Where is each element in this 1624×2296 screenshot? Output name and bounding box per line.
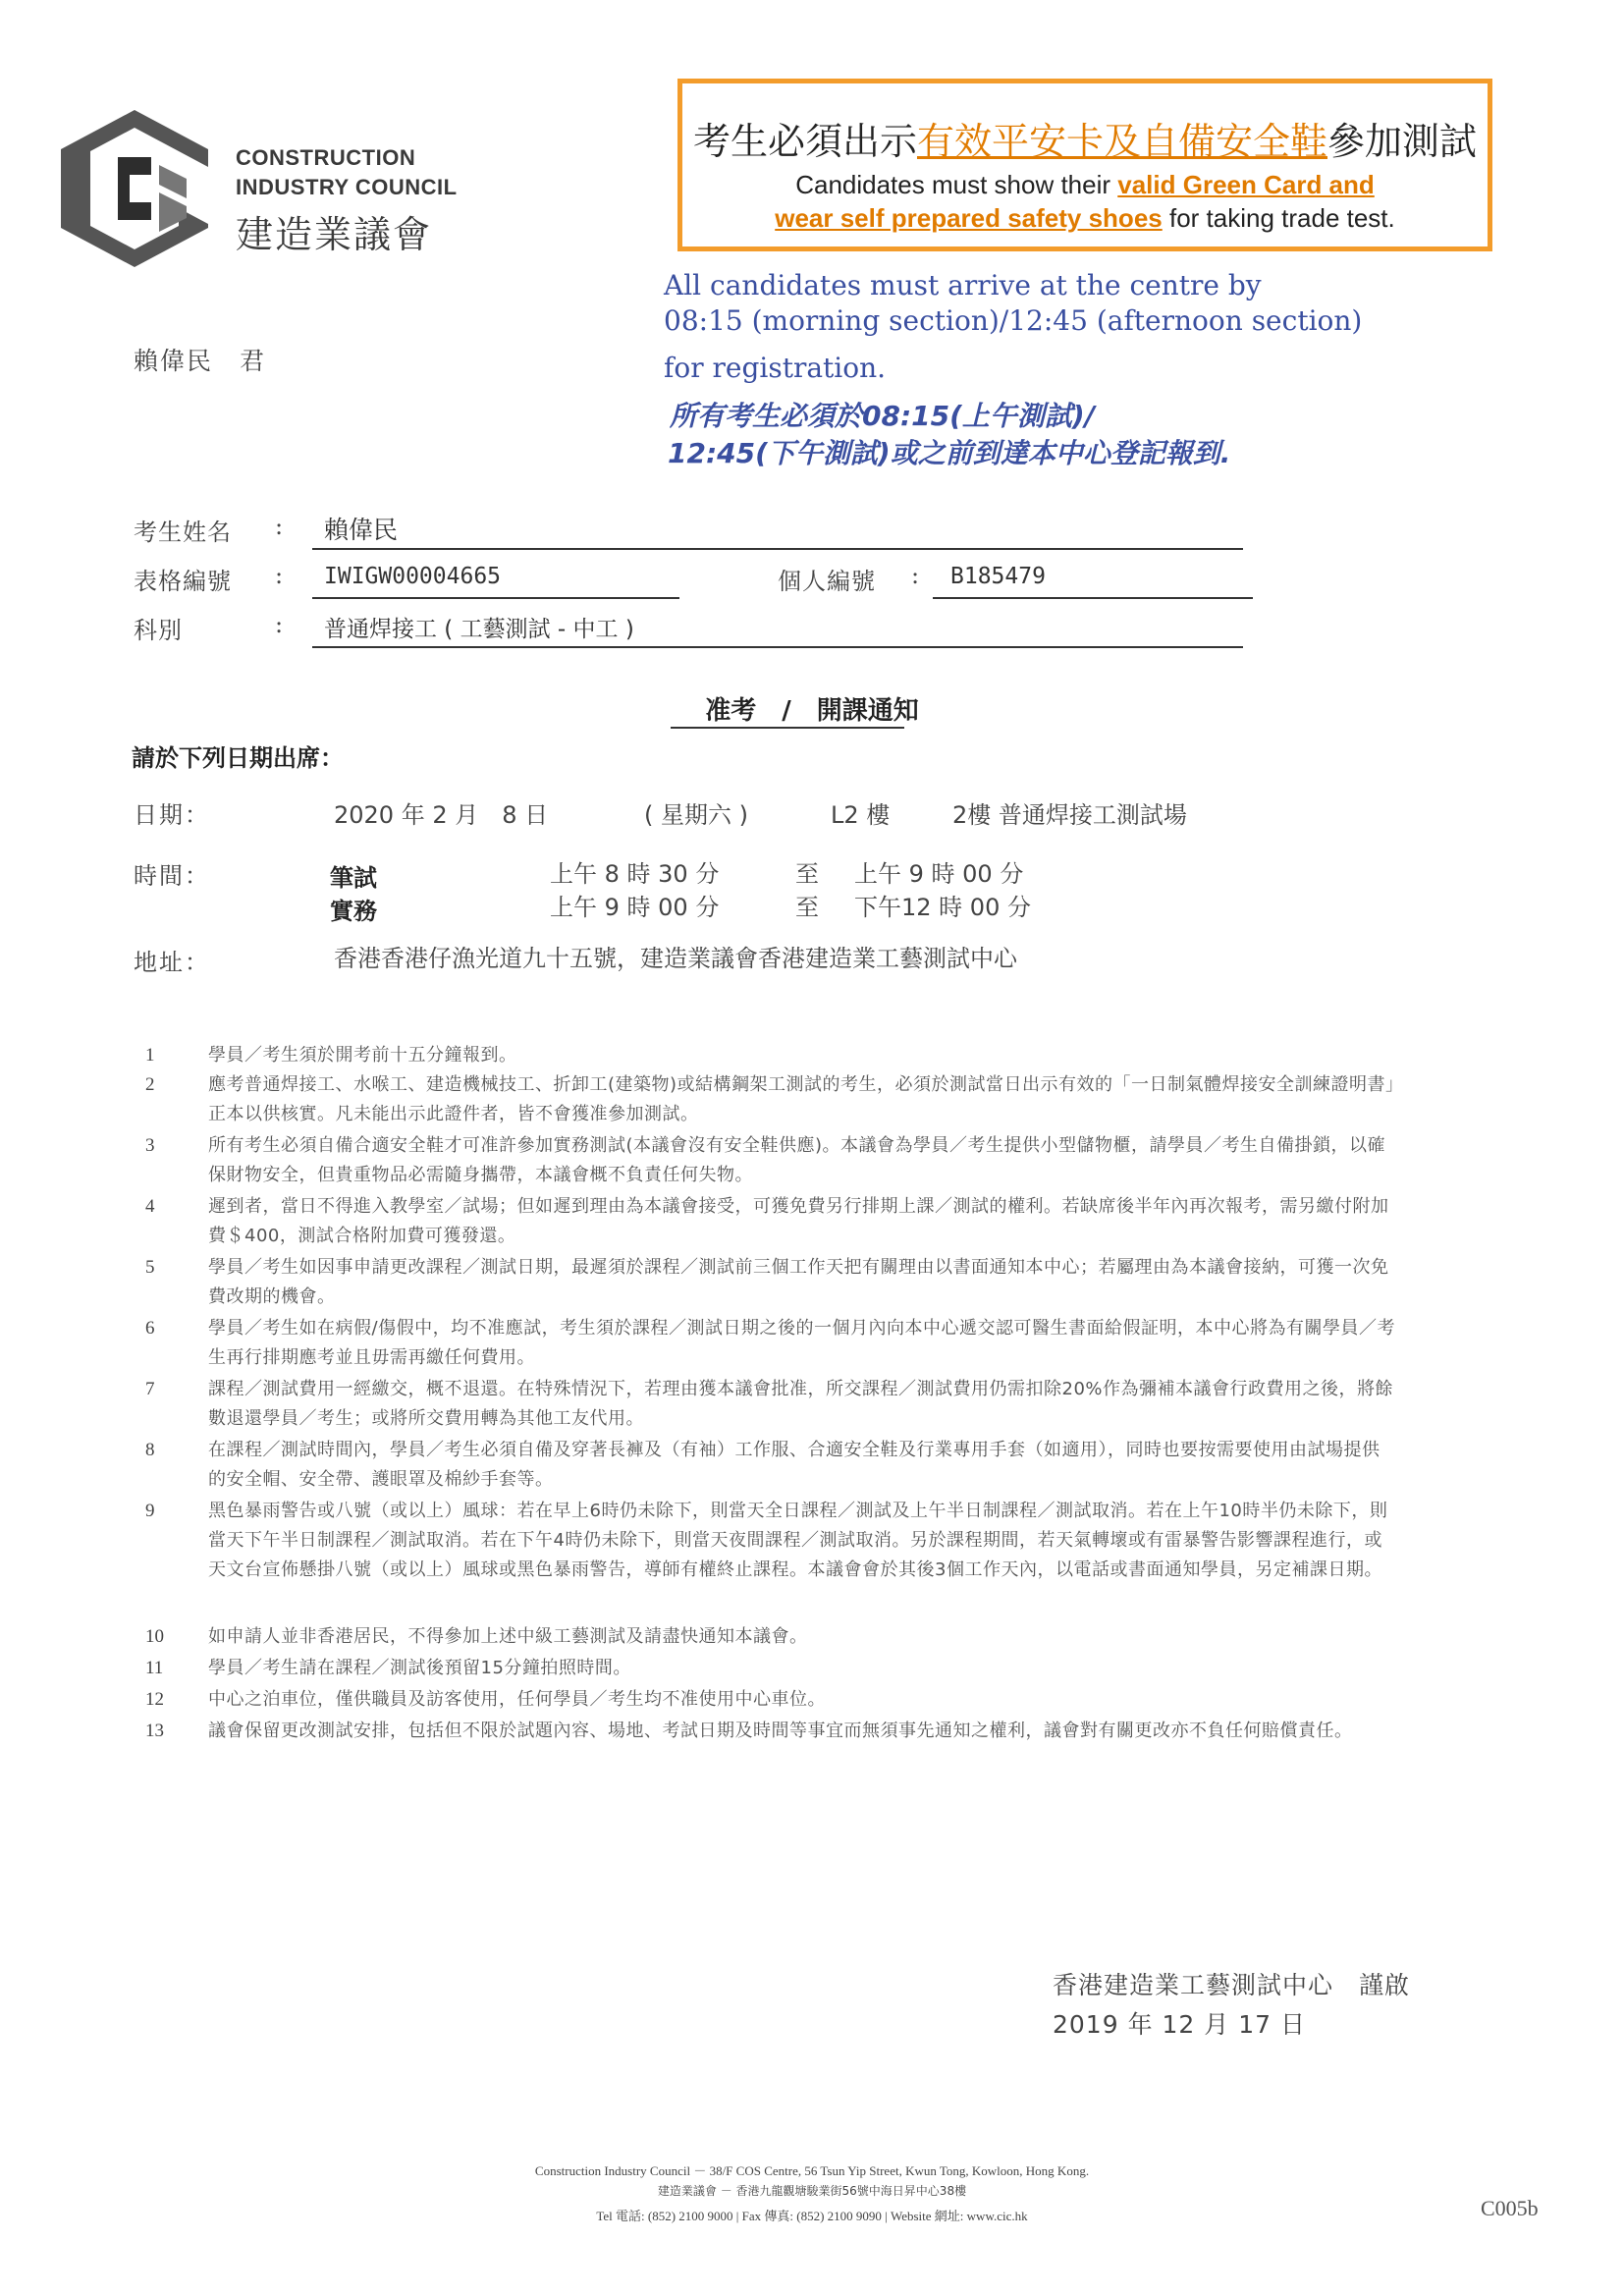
name-underline bbox=[312, 548, 1243, 550]
subject-value: 普通焊接工 ( 工藝測試 - 中工 ) bbox=[324, 617, 634, 642]
colon: : bbox=[275, 611, 284, 638]
personal-number-value: B185479 bbox=[950, 564, 1046, 589]
note-number: 5 bbox=[145, 1257, 155, 1278]
candidate-name-value: 賴偉民 bbox=[324, 516, 399, 544]
signature-date: 2019 年 12 月 17 日 bbox=[1053, 2010, 1306, 2039]
note-text: 中心之泊車位，僅供職員及訪客使用，任何學員／考生均不准使用中心車位。 bbox=[208, 1689, 826, 1710]
personal-underline bbox=[933, 597, 1253, 599]
note-text: 議會保留更改測試安排，包括但不限於試題內容、場地、考試日期及時間等事宜而無須事先通知之權利，議會對有關更改亦不負任何賠償責任。 bbox=[208, 1721, 1353, 1741]
written-to: 上午 9 時 00 分 bbox=[854, 860, 1024, 888]
footer-address-zh: 建造業議會 － 香港九龍觀塘駿業街56號中海日昇中心38樓 bbox=[657, 2184, 967, 2198]
arrival-line3: for registration. bbox=[664, 352, 887, 384]
form-number-value: IWIGW00004665 bbox=[324, 564, 502, 589]
notice-zh-highlight: 有效平安卡及自備安全鞋 bbox=[916, 120, 1327, 163]
title-underline bbox=[671, 727, 904, 729]
note-text: 如申請人並非香港居民，不得參加上述中級工藝測試及請盡快通知本議會。 bbox=[208, 1626, 808, 1647]
recipient-name: 賴偉民 君 bbox=[134, 347, 267, 375]
notice-en-line2 bbox=[682, 203, 1488, 234]
note-text: 課程／測試費用一經繳交，概不退還。在特殊情況下，若理由獲本議會批准，所交課程／測試費用仍需扣除20%作為彌補本議會行政費用之後，將餘數退還學員／考生；或將所交費用轉為其他工友代用。 bbox=[208, 1379, 1394, 1429]
address-label: 地址： bbox=[134, 949, 210, 976]
practical-from: 上午 9 時 00 分 bbox=[550, 894, 720, 921]
note-text: 遲到者，當日不得進入教學室／試場；但如遲到理由為本議會接受，可獲免費另行排期上課／測試的權利。若缺席後半年內再次報考，需另繳付附加費＄400，測試合格附加費可獲發還。 bbox=[208, 1196, 1389, 1246]
colon: : bbox=[911, 562, 920, 589]
note-number: 1 bbox=[145, 1045, 155, 1066]
note-text: 應考普通焊接工、水喉工、建造機械技工、折卸工(建築物)或結構鋼架工測試的考生，必須於測試當日出示有效的「一日制氣體焊接安全訓練證明書」正本以供核實。凡未能出示此證件者，皆不會獲准參加測試。 bbox=[208, 1074, 1395, 1124]
logo-name-zh: 建造業議會 bbox=[236, 213, 433, 256]
attend-heading: 請於下列日期出席： bbox=[132, 744, 344, 772]
logo-name-en-line1: CONSTRUCTION bbox=[236, 145, 416, 170]
note-number: 13 bbox=[145, 1721, 164, 1741]
footer-address-en: Construction Industry Council － 38/F COS Centre, 56 Tsun Yip Street, Kwun Tong, Kowloon, Hong Kong. bbox=[534, 2163, 1090, 2178]
signature-line1: 香港建造業工藝測試中心 謹啟 bbox=[1053, 1971, 1411, 1999]
note-number: 10 bbox=[145, 1626, 164, 1647]
notice-en2-post: for taking trade test. bbox=[1162, 203, 1395, 233]
note-number: 8 bbox=[145, 1440, 155, 1460]
notice-en1-pre: Candidates must show their bbox=[795, 170, 1118, 199]
weekday: ( 星期六 ) bbox=[644, 801, 748, 829]
subject-label: 科別 bbox=[134, 617, 183, 644]
green-card-notice-box bbox=[677, 79, 1492, 251]
note-text: 黑色暴雨警告或八號（或以上）風球：若在早上6時仍未除下，則當天全日課程／測試及上午半日制課程／測試取消。若在上午10時半仍未除下，則當天下午半日制課程／測試取消。若在下午4時仍未除下，則當天夜間課程／測試取消。另於課程期間，若天氣轉壞或有雷暴警告影響課程進行，或天文台宣佈懸掛八號（或以上）風球或黑色暴雨警告，導師有權終止課程。本議會會於其後3個工作天內，以電話或書面通知學員，另定補課日期。 bbox=[208, 1501, 1388, 1580]
note-text: 學員／考生如在病假/傷假中，均不准應試，考生須於課程／測試日期之後的一個月內向本中心遞交認可醫生書面給假証明，本中心將為有關學員／考生再行排期應考並且毋需再繳任何費用。 bbox=[208, 1318, 1396, 1368]
note-text: 學員／考生請在課程／測試後預留15分鐘拍照時間。 bbox=[208, 1658, 631, 1678]
note-number: 6 bbox=[145, 1318, 155, 1339]
arrival-line5: 12:45(下午測試)或之前到達本中心登記報到. bbox=[668, 437, 1231, 469]
note-number: 4 bbox=[145, 1196, 155, 1217]
floor: L2 樓 bbox=[831, 801, 891, 829]
colon: : bbox=[275, 513, 284, 540]
note-number: 2 bbox=[145, 1074, 155, 1095]
written-label: 筆試 bbox=[330, 864, 377, 892]
notice-en2-highlight: wear self prepared safety shoes bbox=[775, 203, 1163, 233]
note-number: 12 bbox=[145, 1689, 164, 1710]
note-number: 7 bbox=[145, 1379, 155, 1399]
subject-underline bbox=[312, 646, 1243, 648]
form-underline bbox=[312, 597, 679, 599]
practical-to-word: 至 bbox=[795, 894, 819, 921]
date-label: 日期： bbox=[134, 801, 210, 829]
notice-zh bbox=[682, 111, 1488, 165]
arrival-line2: 08:15 (morning section)/12:45 (afternoon section) bbox=[664, 304, 1363, 337]
note-number: 9 bbox=[145, 1501, 155, 1521]
cic-logo-icon bbox=[61, 110, 208, 267]
date-value: 2020 年 2 月 8 日 bbox=[334, 801, 549, 829]
note-text: 所有考生必須自備合適安全鞋才可准許參加實務測試(本議會沒有安全鞋供應)。本議會為學員／考生提供小型儲物櫃，請學員／考生自備掛鎖，以確保財物安全，但貴重物品必需隨身攜帶，本議會概不負責任何失物。 bbox=[208, 1135, 1386, 1185]
candidate-name-label: 考生姓名 bbox=[134, 519, 232, 546]
note-text: 在課程／測試時間內，學員／考生必須自備及穿著長褲及（有袖）工作服、合適安全鞋及行業專用手套（如適用），同時也要按需要使用由試場提供的安全帽、安全帶、護眼罩及棉紗手套等。 bbox=[208, 1440, 1380, 1490]
footer-contact: Tel 電話: (852) 2100 9000 | Fax 傳真: (852) 2100 9090 | Website 網址: www.cic.hk bbox=[596, 2209, 1028, 2223]
venue: 2樓 普通焊接工測試場 bbox=[952, 801, 1187, 829]
arrival-line4: 所有考生必須於08:15(上午測試)/ bbox=[670, 400, 1095, 432]
notice-zh-pre: 考生必須出示 bbox=[692, 120, 917, 163]
note-number: 3 bbox=[145, 1135, 155, 1156]
note-number: 11 bbox=[145, 1658, 164, 1678]
notice-zh-post: 參加測試 bbox=[1327, 120, 1478, 163]
personal-number-label: 個人編號 bbox=[778, 568, 876, 595]
address-value: 香港香港仔漁光道九十五號，建造業議會香港建造業工藝測試中心 bbox=[334, 945, 1017, 972]
practical-to: 下午12 時 00 分 bbox=[854, 894, 1031, 921]
form-code: C005b bbox=[1481, 2196, 1539, 2220]
form-number-label: 表格編號 bbox=[134, 568, 232, 595]
note-text: 學員／考生須於開考前十五分鐘報到。 bbox=[208, 1045, 517, 1066]
arrival-line1: All candidates must arrive at the centre by bbox=[664, 269, 1262, 301]
notice-title: 准考 / 開課通知 bbox=[705, 696, 919, 726]
colon: : bbox=[275, 562, 284, 589]
practical-label: 實務 bbox=[330, 898, 377, 925]
written-to-word: 至 bbox=[795, 860, 819, 888]
time-label: 時間： bbox=[134, 862, 210, 890]
written-from: 上午 8 時 30 分 bbox=[550, 860, 720, 888]
notice-en1-highlight: valid Green Card and bbox=[1117, 170, 1375, 199]
notice-en-line1 bbox=[682, 170, 1488, 200]
logo-name-en-line2: INDUSTRY COUNCIL bbox=[236, 175, 458, 199]
note-text: 學員／考生如因事申請更改課程／測試日期，最遲須於課程／測試前三個工作天把有關理由以書面通知本中心；若屬理由為本議會接納，可獲一次免費改期的機會。 bbox=[208, 1257, 1389, 1307]
